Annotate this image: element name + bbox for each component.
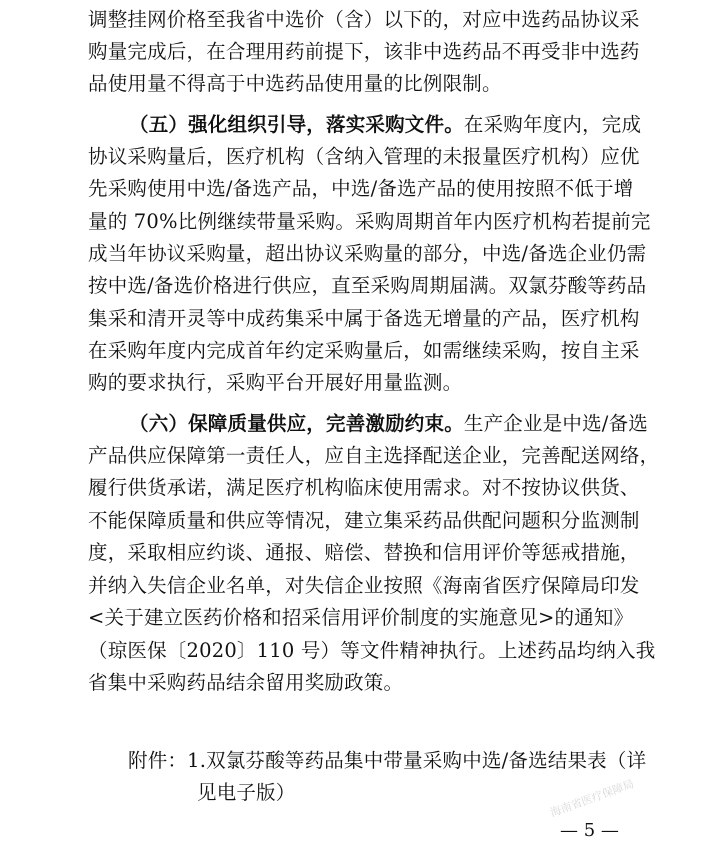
text-line: [88, 444, 711, 468]
text-line: [88, 242, 711, 266]
page-number: — 5 —: [560, 820, 619, 841]
line-text: 协议采购量后，医疗机构（含纳入管理的未报量医疗机构）应优: [88, 145, 640, 168]
text-line: [88, 40, 711, 64]
text-line: [129, 412, 711, 436]
text-line: [88, 307, 711, 331]
line-text: 并纳入失信企业名单，对失信企业按照《海南省医疗保障局印发: [88, 574, 640, 597]
text-line: [129, 113, 711, 137]
line-text: <关于建立医药价格和招采信用评价制度的实施意见>的通知》: [88, 606, 634, 629]
line-text: 品使用量不得高于中选药品使用量的比例限制。: [88, 72, 502, 95]
line-text: 购的要求执行，采购平台开展好用量监测。: [88, 371, 463, 394]
line-text: 不能保障质量和供应等情况，建立集采药品供配问题积分监测制: [88, 509, 640, 532]
text-line: [88, 210, 711, 234]
text-line: [88, 72, 711, 96]
line-text: 省集中采购药品结余留用奖励政策。: [88, 671, 404, 694]
text-line: [88, 8, 711, 32]
text-line: [88, 606, 711, 630]
line-text: 履行供货承诺，满足医疗机构临床使用需求。对不按协议供货、: [88, 476, 640, 499]
line-text: 量的 70%比例继续带量采购。采购周期首年内医疗机构若提前完: [88, 210, 651, 233]
line-text: 成当年协议采购量，超出协议采购量的部分，中选/备选企业仍需: [88, 242, 647, 265]
text-line: [88, 671, 711, 695]
line-text: 生产企业是中选/备选: [463, 412, 648, 435]
line-text: 购量完成后，在合理用药前提下，该非中选药品不再受非中选药: [88, 40, 640, 63]
text-line: [88, 339, 711, 363]
text-line: [88, 574, 711, 598]
text-line: [88, 639, 711, 663]
text-line: [88, 145, 711, 169]
watermark: 海南省医疗保障局: [548, 777, 636, 820]
text-line: [88, 476, 711, 500]
line-text: （琼医保〔2020〕110 号）等文件精神执行。上述药品均纳入我: [88, 639, 656, 662]
text-line: [88, 371, 711, 395]
line-text: 在采购年度内完成首年约定采购量后，如需继续采购，按自主采: [88, 339, 640, 362]
line-text: 在采购年度内，完成: [463, 113, 642, 136]
text-line: [88, 541, 711, 565]
line-text: 先采购使用中选/备选产品，中选/备选产品的使用按照不低于增: [88, 177, 634, 200]
text-line: [88, 177, 711, 201]
line-text: 调整挂网价格至我省中选价（含）以下的，对应中选药品协议采: [88, 8, 640, 31]
line-text: 按中选/备选价格进行供应，直至采购周期届满。双氯芬酸等药品: [88, 274, 647, 297]
line-text: 集采和清开灵等中成药集采中属于备选无增量的产品，医疗机构: [88, 307, 640, 330]
text-line: [88, 509, 711, 533]
attachment-line-2: 见电子版）: [197, 781, 296, 804]
text-line: [88, 274, 711, 298]
section-heading: （五）强化组织引导，落实采购文件。: [129, 113, 464, 136]
attachment-line-1: 附件：1.双氯芬酸等药品集中带量采购中选/备选结果表（详: [128, 749, 647, 772]
line-text: 度，采取相应约谈、通报、赔偿、替换和信用评价等惩戒措施，: [88, 541, 640, 564]
section-heading: （六）保障质量供应，完善激励约束。: [129, 412, 464, 435]
line-text: 产品供应保障第一责任人，应自主选择配送企业，完善配送网络，: [88, 444, 660, 467]
